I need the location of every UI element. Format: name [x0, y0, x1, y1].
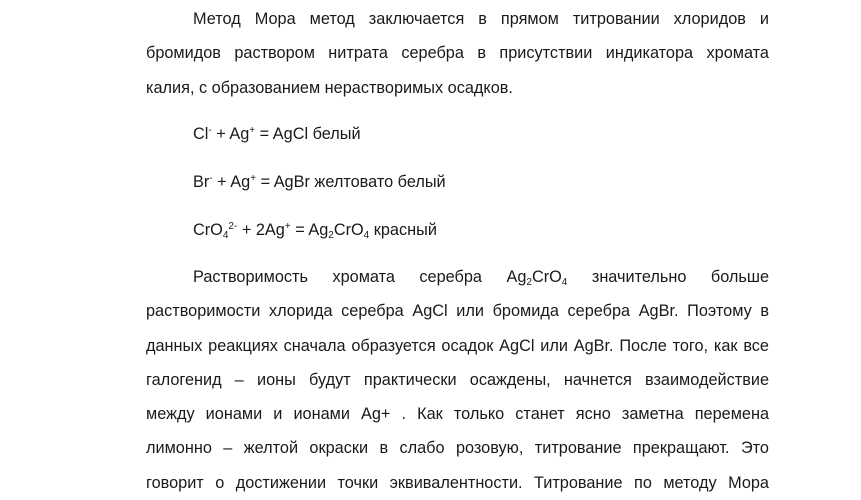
formula-chromate: $CrO_4^{2-} + 2Ag^+ = Ag_2CrO_4$ красный — [193, 221, 437, 241]
text-line: Метод Мора метод заключается в прямом титровании хлоридов и — [193, 10, 769, 28]
text-line: галогенид – ионы будут практически осаждены, начнется взаимодействие — [146, 370, 769, 389]
text-line: Растворимость хромата серебра $Ag_2CrO_4$ значительно больше — [193, 268, 770, 288]
formula-chloride: Cl- + Ag+ = AgCl белый — [193, 125, 361, 143]
text-line: растворимости хлорида серебра AgCl или бромида серебра AgBr. Поэтому в — [146, 302, 769, 321]
text-line: говорит о достижении точки эквивалентности. Титрование по методу Мора — [146, 473, 769, 492]
paragraph-mohr-method — [146, 2, 769, 105]
text-line: лимонно – желтой окраски в слабо розовую, титрование прекращают. Это — [146, 439, 769, 458]
text-line: данных реакциях сначала образуется осадок AgCl или AgBr. После того, как все — [146, 336, 769, 355]
formula-bromide: Br- + Ag+ = AgBr желтовато белый — [193, 173, 446, 191]
text-line: бромидов раствором нитрата серебра в присутствии индикатора хромата — [146, 44, 769, 63]
text-line: между ионами и ионами Ag+ . Как только станет ясно заметна перемена — [146, 405, 769, 424]
text-line: калия, с образованием нерастворимых осадков. — [146, 78, 513, 97]
paragraph-solubility — [146, 260, 769, 500]
